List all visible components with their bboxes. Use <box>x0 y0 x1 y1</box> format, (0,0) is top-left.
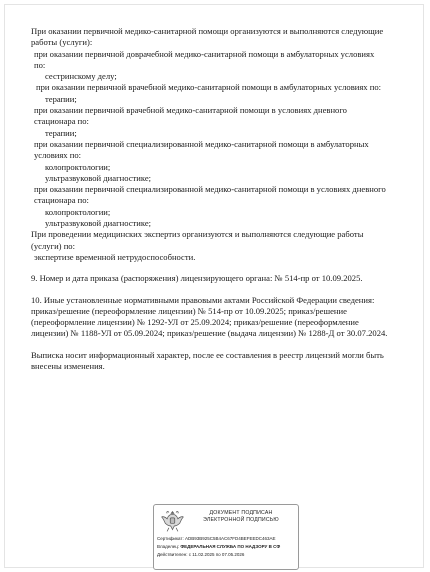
services-list-line: стационара по: <box>34 116 89 127</box>
services-list-line: работы (услуги): <box>31 37 93 48</box>
stamp-owner-label: Владелец: <box>157 544 180 549</box>
stamp-validity-value: с 11.02.2025 по 07.05.2026 <box>188 552 245 557</box>
item-10-line: лицензии) № 1188-УЛ от 05.09.2024; приказ/решение (выдача лицензии) № 1288-Д от 30.07.2024. <box>31 328 388 339</box>
services-list-line: сестринскому делу; <box>45 71 117 82</box>
services-list-line: колопроктологии; <box>45 206 111 217</box>
stamp-validity-row <box>157 551 297 559</box>
electronic-signature-stamp <box>153 504 299 570</box>
notice-line: Выписка носит информационный характер, после ее составления в реестр лицензий могли быть <box>31 349 384 360</box>
services-list-line: стационара по: <box>34 195 89 206</box>
services-list <box>31 26 403 263</box>
services-list-line: ультразвуковой диагностике; <box>45 218 152 229</box>
russian-coat-of-arms-icon <box>159 508 186 535</box>
services-list-line: условиях по: <box>34 150 82 161</box>
stamp-certificate-value: ADB93B925C5B4AC67FD4BEFEEDC463AE <box>185 536 276 541</box>
services-list-line: При оказании первичной медико-санитарной помощи организуются и выполняются следующие <box>31 26 384 36</box>
stamp-title <box>187 510 295 524</box>
stamp-validity-label: Действителен: <box>157 552 188 557</box>
services-list-line: при оказании первичной врачебной медико-санитарной помощи в условиях дневного <box>34 105 347 116</box>
item-10-line: приказ/решение (переоформление лицензии) № 514-пр от 10.09.2025; приказ/решение <box>31 305 347 316</box>
services-list-line: колопроктологии; <box>45 161 111 172</box>
item-10-other-info <box>31 295 403 340</box>
stamp-certificate-label: Сертификат: <box>157 536 184 541</box>
stamp-owner-value: ФЕДЕРАЛЬНАЯ СЛУЖБА ПО НАДЗОРУ В СФ <box>180 544 281 549</box>
services-list-line: терапии; <box>45 127 77 138</box>
stamp-title-line: ЭЛЕКТРОННОЙ ПОДПИСЬЮ <box>203 517 279 523</box>
services-list-line: (услуги) по: <box>31 240 75 251</box>
services-list-line: экспертизе временной нетрудоспособности. <box>34 251 196 262</box>
stamp-title-line: ДОКУМЕНТ ПОДПИСАН <box>209 510 273 516</box>
services-list-line: при оказании первичной врачебной медико-санитарной помощи в амбулаторных условиях по: <box>36 82 382 93</box>
item-10-line: (переоформление лицензии) № 1292-УЛ от 25.09.2024; приказ/решение (переоформление <box>31 317 359 328</box>
stamp-owner-row <box>157 543 297 551</box>
services-list-line: При проведении медицинских экспертиз организуются и выполняются следующие работы <box>31 229 364 240</box>
services-list-line: при оказании первичной специализированной медико-санитарной помощи в условиях дневного <box>34 184 386 195</box>
services-list-line: ультразвуковой диагностике; <box>45 172 152 183</box>
services-list-line: терапии; <box>45 93 77 104</box>
notice-paragraph <box>31 350 403 373</box>
stamp-details <box>157 535 297 559</box>
notice-line: внесены изменения. <box>31 361 105 372</box>
services-list-line: по: <box>34 59 46 70</box>
item-9-order-number: 9. Номер и дата приказа (распоряжения) лицензирующего органа: № 514-пр от 10.09.2025. <box>31 273 363 284</box>
services-list-line: при оказании первичной доврачебной медико-санитарной помощи в амбулаторных условиях <box>34 48 375 59</box>
services-list-line: при оказании первичной специализированной медико-санитарной помощи в амбулаторных <box>34 138 369 149</box>
stamp-certificate-row <box>157 535 297 543</box>
item-10-line: 10. Иные установленные нормативными правовыми актами Российской Федерации сведения: <box>31 294 375 305</box>
document-body <box>31 26 403 372</box>
